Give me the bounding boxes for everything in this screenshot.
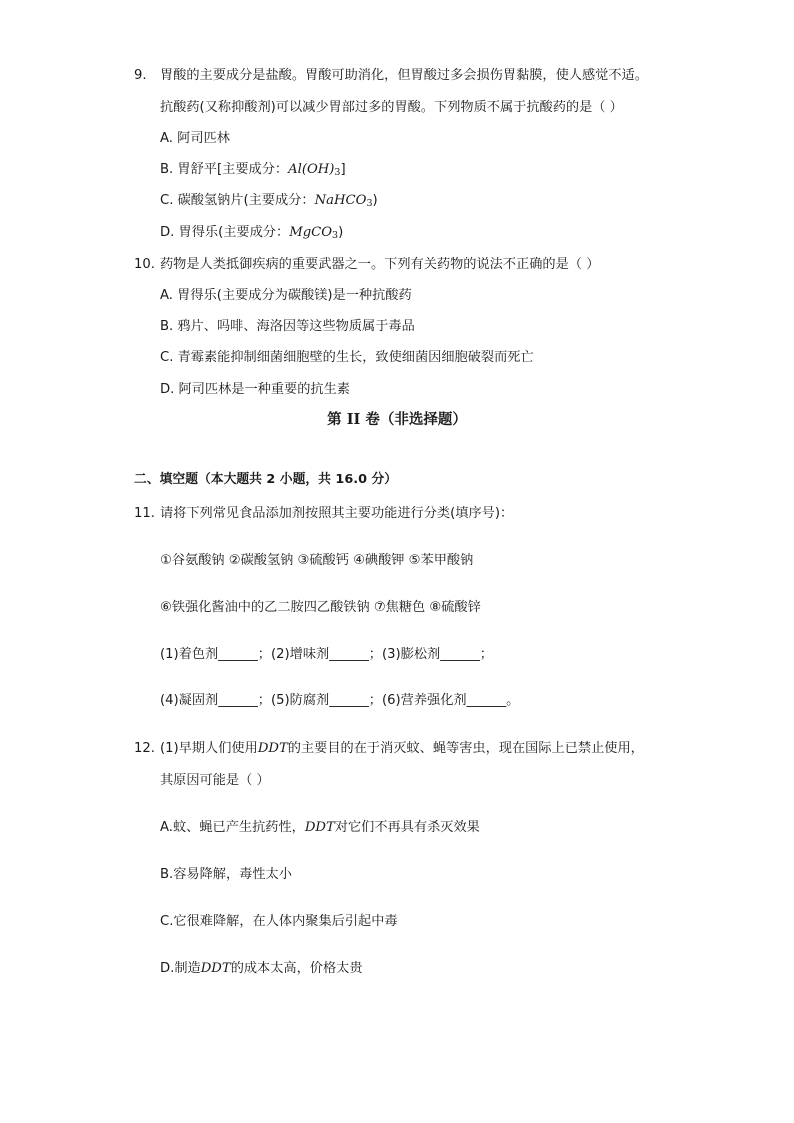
question-11-blanks-line1: (1)着色剂______；(2)增味剂______；(3)膨松剂______； xyxy=(160,647,493,662)
question-9-option-a: A. 阿司匹林 xyxy=(160,131,230,146)
question-10-option-b: B. 鸦片、吗啡、海洛因等这些物质属于毒品 xyxy=(160,319,415,334)
formula-nahco3: NaHCO$_3$ xyxy=(314,193,373,209)
question-11-items-line2: ⑥铁强化酱油中的乙二胺四乙酸铁钠 ⑦焦糖色 ⑧硫酸锌 xyxy=(160,600,481,615)
question-9-option-c: C. 碳酸氢钠片(主要成分：NaHCO$_3$) xyxy=(160,193,378,209)
question-11-blanks-line2: (4)凝固剂______；(5)防腐剂______；(6)营养强化剂______。 xyxy=(160,693,520,708)
question-9-option-b: B. 胃舒平[主要成分：$Al(OH)_3$] xyxy=(160,162,346,178)
question-12-option-a: A.蚊、蝇已产生抗药性，DDT对它们不再具有杀灭效果 xyxy=(160,820,480,835)
question-11-items-line1: ①谷氨酸钠 ②碳酸氢钠 ③硫酸钙 ④碘酸钾 ⑤苯甲酸钠 xyxy=(160,553,474,568)
question-9-stem-line2: 抗酸药(又称抑酸剂)可以减少胃部过多的胃酸。下列物质不属于抗酸药的是（ ） xyxy=(160,100,623,115)
question-12-number: 12. xyxy=(134,741,155,756)
question-9-stem-line1: 胃酸的主要成分是盐酸。胃酸可助消化，但胃酸过多会损伤胃黏膜，使人感觉不适。 xyxy=(160,68,648,83)
part-2-header: 二、填空题（本大题共 2 小题，共 16.0 分） xyxy=(134,472,398,487)
question-10-stem: 药物是人类抵御疾病的重要武器之一。下列有关药物的说法不正确的是（ ） xyxy=(160,257,600,272)
question-10-option-a: A. 胃得乐(主要成分为碳酸镁)是一种抗酸药 xyxy=(160,288,412,303)
question-10-option-d: D. 阿司匹林是一种重要的抗生素 xyxy=(160,382,350,397)
ddt-term: DDT xyxy=(257,741,288,756)
formula-aloh3: $Al(OH)_3$ xyxy=(288,162,341,178)
question-11-number: 11. xyxy=(134,506,155,521)
question-9-option-d: D. 胃得乐(主要成分：MgCO$_3$) xyxy=(160,225,344,241)
question-11-stem: 请将下列常见食品添加剂按照其主要功能进行分类(填序号)： xyxy=(160,506,514,521)
ddt-term: DDT xyxy=(304,820,335,835)
question-12-stem-line2: 其原因可能是（ ） xyxy=(160,773,270,788)
question-9-number: 9. xyxy=(134,68,147,83)
ddt-term: DDT xyxy=(200,961,231,976)
formula-mgco3: MgCO$_3$ xyxy=(289,225,339,241)
question-10-option-c: C. 青霉素能抑制细菌细胞壁的生长，致使细菌因细胞破裂而死亡 xyxy=(160,350,534,365)
question-10-number: 10. xyxy=(134,257,155,272)
question-12-option-d: D.制造DDT的成本太高，价格太贵 xyxy=(160,961,363,976)
question-12-option-b: B.容易降解，毒性太小 xyxy=(160,867,292,882)
question-12-option-c: C.它很难降解，在人体内聚集后引起中毒 xyxy=(160,914,398,929)
question-12-stem-line1: (1)早期人们使用DDT的主要目的在于消灭蚊、蝇等害虫，现在国际上已禁止使用， xyxy=(160,741,644,756)
section-title: 第 II 卷（非选择题） xyxy=(327,411,467,428)
